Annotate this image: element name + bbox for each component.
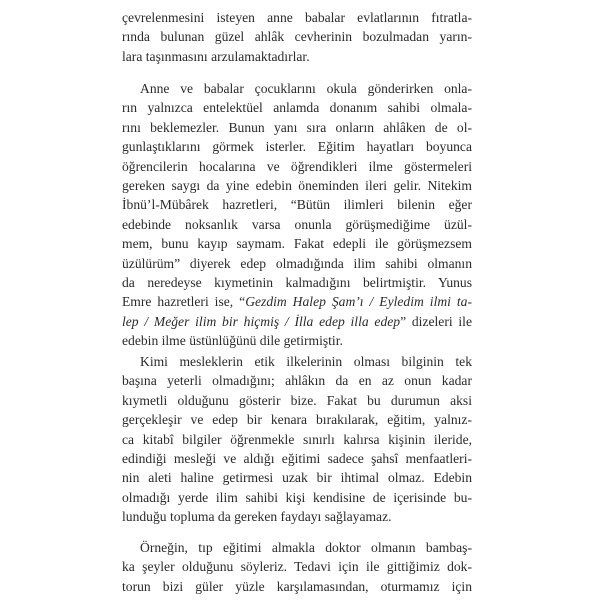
paragraph-line: İbnü’l-Mübârek hazretleri, “Bütün ilimleri bilenin eğer bbox=[122, 197, 472, 213]
book-page bbox=[122, 0, 472, 600]
paragraph-line: kıymetli olduğunu gösterir bize. Fakat bu durumun aksi bbox=[122, 392, 472, 408]
paragraph-line: nin aleti haline getirmesi uzak bir ihtimal olmaz. Edebin bbox=[122, 470, 472, 486]
paragraph-line bbox=[122, 292, 472, 311]
paragraph-line-text: Emre hazretleri ise, “Gezdim Halep Şam’ı / Eyledim ilmi ta- bbox=[122, 294, 473, 310]
paragraph-line: öğrencilerin hocalarına ve öğrendikleri ilme göstermeleri bbox=[122, 158, 472, 174]
paragraph-line: lara taşınmasını arzulamaktadırlar. bbox=[122, 48, 310, 64]
paragraph-line: Kimi mesleklerin etik ilkelerinin olması bilginin tek bbox=[140, 354, 472, 369]
paragraph-line: üzülürüm” diyerek edep olmadığında ilim sahibi olmanın bbox=[122, 255, 472, 271]
paragraph-4 bbox=[122, 538, 472, 596]
paragraph-line: rını beklemezler. Bunun yanı sıra onların ahlâken de ol- bbox=[122, 119, 472, 135]
paragraph-line: Anne ve babalar çocuklarını okula gönderirken onla- bbox=[140, 81, 472, 96]
paragraph-2 bbox=[122, 79, 472, 350]
paragraph-line: torun bizi güler yüzle karşılamasından, oturmamız için bbox=[122, 578, 472, 594]
paragraph-line: edebinde noksanlık varsa onunla görüşmediğime üzül- bbox=[122, 216, 472, 232]
paragraph-line: rın yalnızca entelektüel anlamda donanım sahibi olmala- bbox=[122, 100, 472, 116]
paragraph-line: edebin ilme üstünlüğünü dile getirmiştir. bbox=[122, 333, 343, 349]
paragraph-line: başına yeterli olmadığını; ahlâkın da en az onun kadar bbox=[122, 373, 472, 389]
paragraph-line: gunlaştıklarını görmek isterler. Eğitim hayatları boyunca bbox=[122, 139, 472, 155]
paragraph-3 bbox=[122, 352, 472, 527]
paragraph-line: da neredeyse kıymetinin kalmadığını belirtmiştir. Yunus bbox=[122, 274, 472, 290]
paragraph-line: gerçekleşir ve edep bir kenara bırakılarak, eğitim, yalnız- bbox=[122, 412, 472, 428]
paragraph-line: çevrelenmesini isteyen anne babalar evlatlarının fıtratla- bbox=[122, 10, 472, 25]
poem-quote: lep / Meğer ilim bir hiçmiş / İlla edep illa edep bbox=[122, 313, 401, 329]
paragraph-line: mem, bunu kayıp saymam. Fakat edepli ile görüşmezsem bbox=[122, 236, 472, 252]
paragraph-line: rında bulunan güzel ahlâk cevherinin bozulmadan yarın- bbox=[122, 29, 472, 45]
paragraph-line: olmadığı yerde ilim sahibi kişi kendisine de içerisinde bu- bbox=[122, 489, 472, 505]
paragraph-line: lep / Meğer ilim bir hiçmiş / İlla edep illa edep” dizeleri ile bbox=[122, 313, 472, 329]
paragraph-line: edindiği mesleği ve aldığı eğitimi sadece şahsî menfaatleri- bbox=[122, 450, 472, 466]
paragraph-line: lunduğu topluma da gereken faydayı sağlayamaz. bbox=[122, 509, 392, 525]
paragraph-line: ka şeyler olduğunu söyleriz. Tedavi için ile gittiğimiz dok- bbox=[122, 559, 472, 575]
paragraph-line: ca kitabî bilgiler öğrenmekle sınırlı kalırsa kişinin ileride, bbox=[122, 431, 472, 447]
paragraph-line: gereken saygı da yine edebin öneminden ileri gelir. Nitekim bbox=[122, 177, 472, 193]
poem-quote: Gezdim Halep Şam’ı / Eyledim ilmi ta- bbox=[245, 294, 473, 310]
paragraph-line: Örneğin, tıp eğitimi almakla doktor olmanın bambaş- bbox=[140, 540, 472, 555]
paragraph-1 bbox=[122, 8, 472, 66]
